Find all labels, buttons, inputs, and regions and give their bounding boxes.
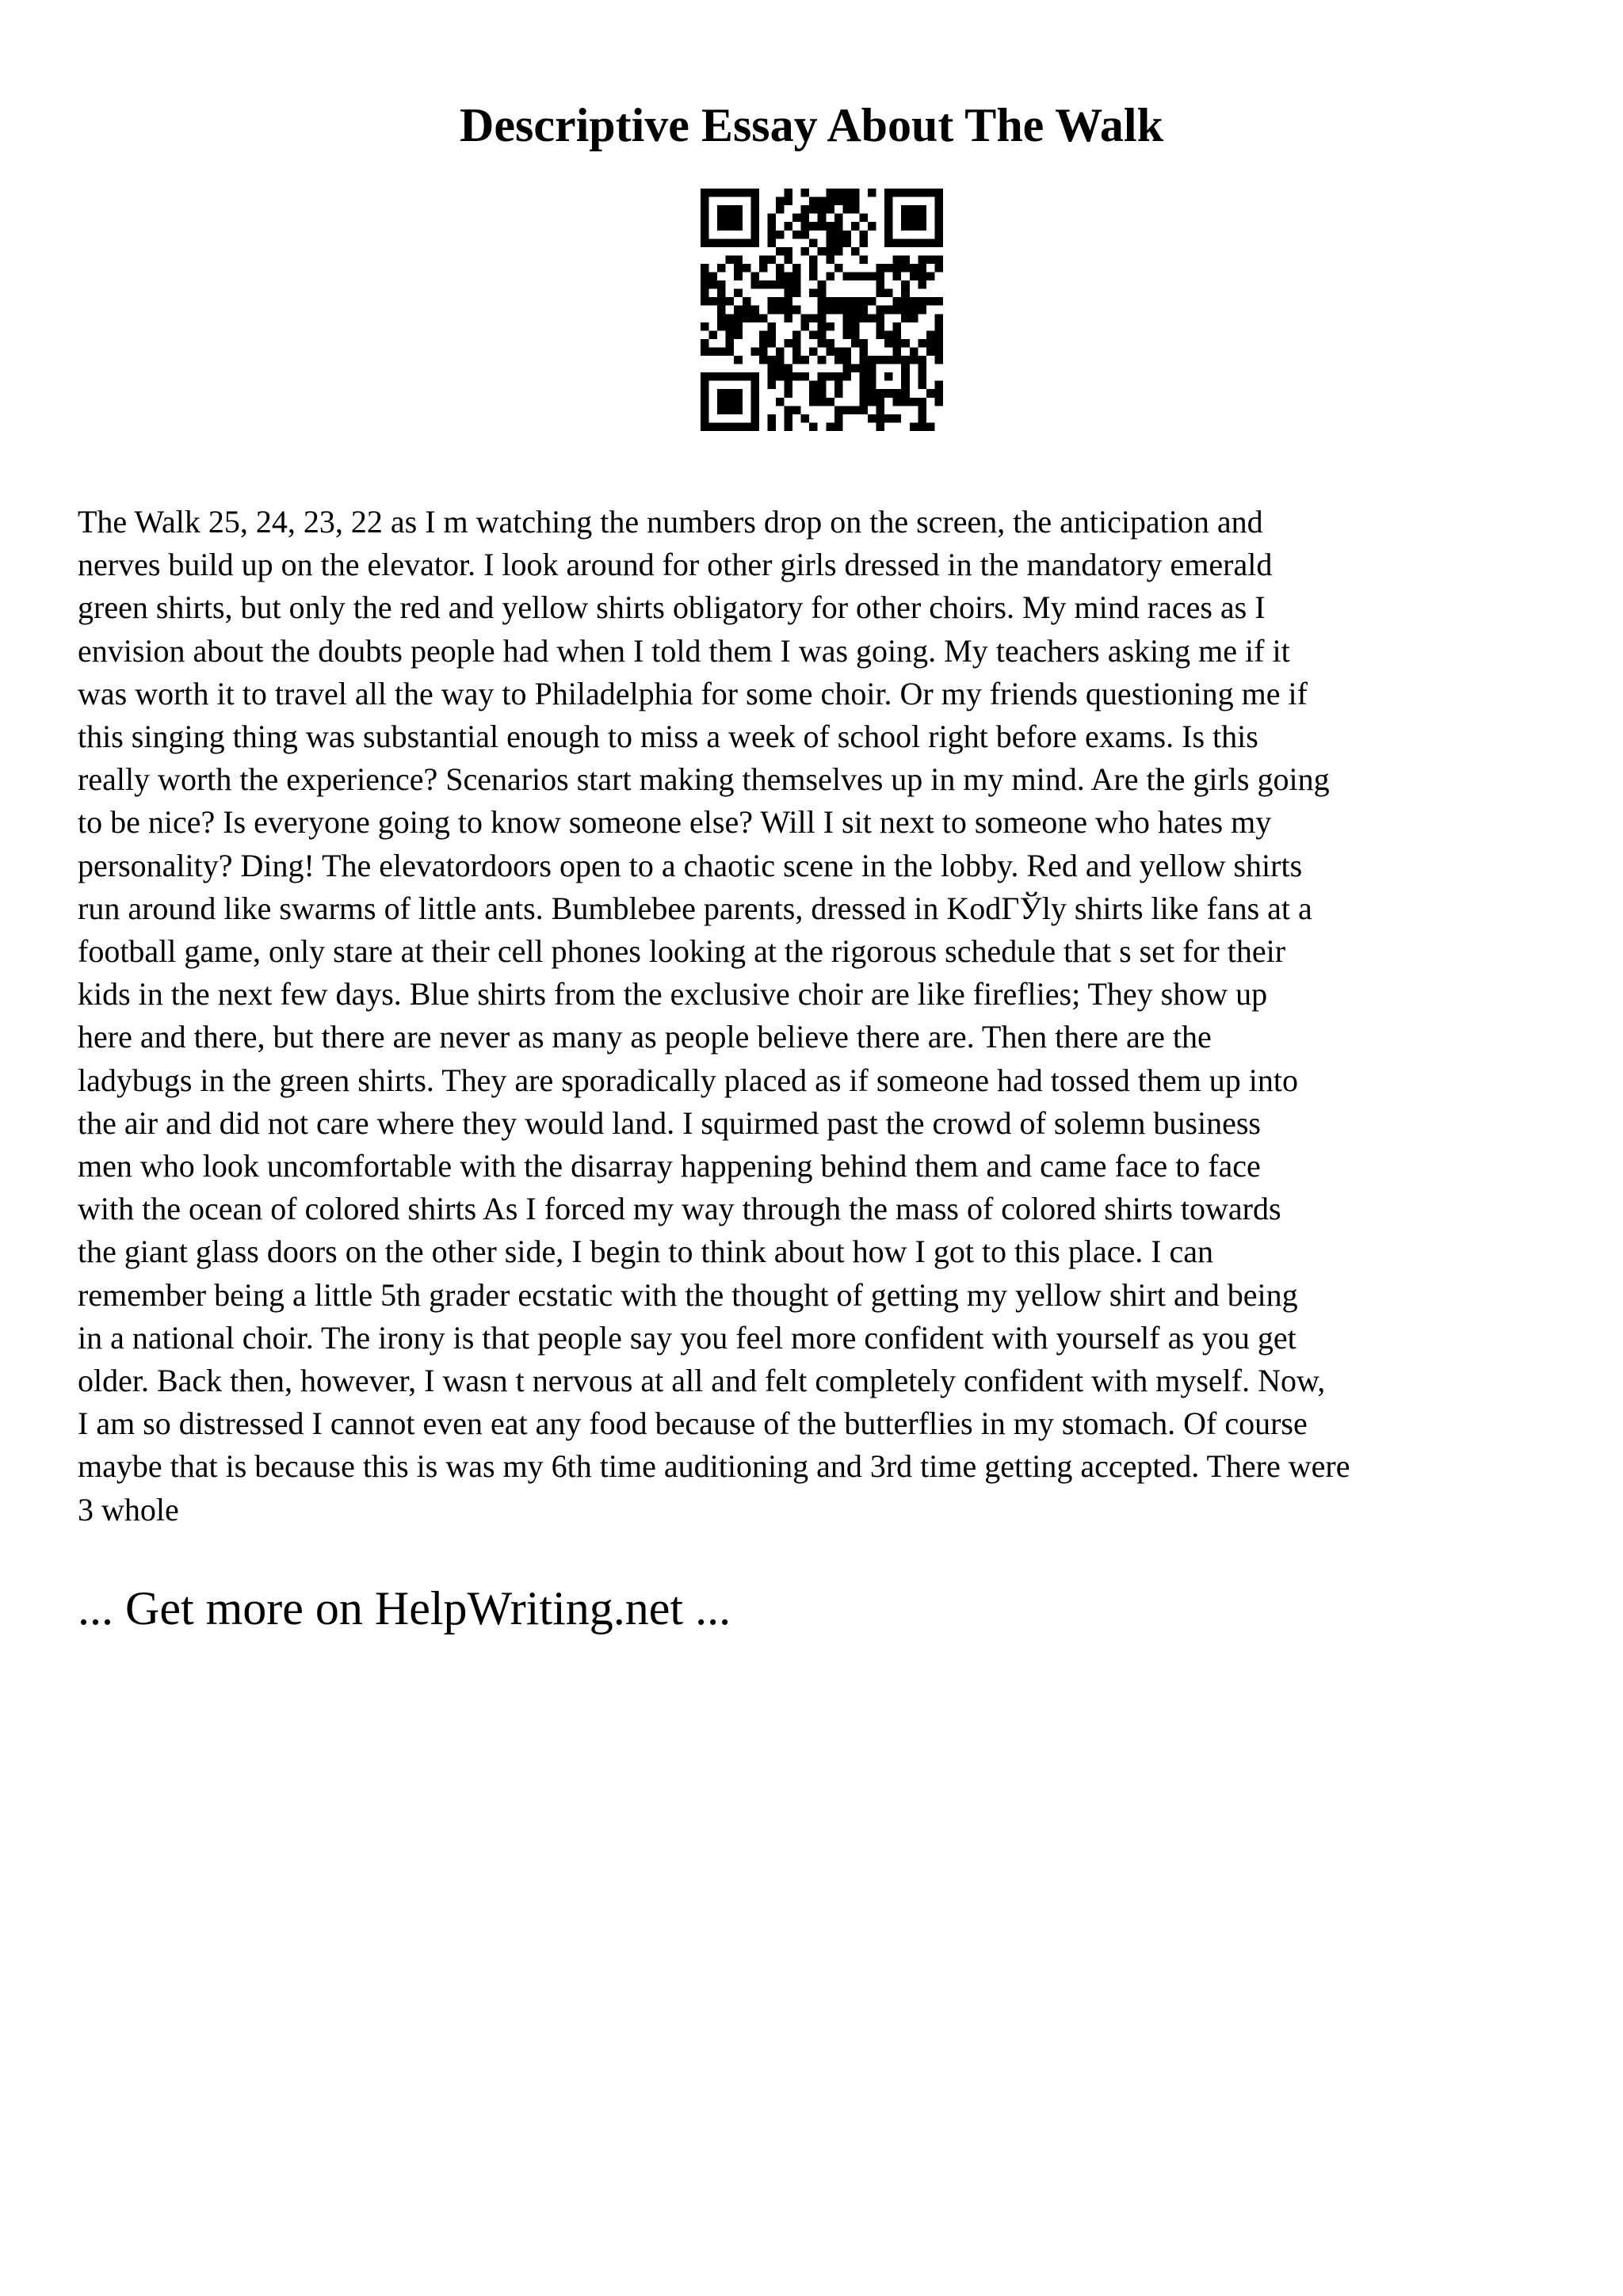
essay-line: the giant glass doors on the other side, I begin to think about how I got to this place. I can — [78, 1234, 1214, 1270]
essay-line: here and there, but there are never as many as people believe there are. Then there are the — [78, 1019, 1212, 1055]
essay-line: I am so distressed I cannot even eat any food because of the butterflies in my stomach. Of course — [78, 1405, 1308, 1442]
essay-line: football game, only stare at their cell phones looking at the rigorous schedule that s set for their — [78, 933, 1286, 970]
essay-line: green shirts, but only the red and yellow shirts obligatory for other choirs. My mind races as I — [78, 589, 1266, 626]
essay-line: ladybugs in the green shirts. They are sporadically placed as if someone had tossed them up into — [78, 1062, 1298, 1098]
get-more-link[interactable]: ... Get more on HelpWriting.net ... — [78, 1582, 731, 1634]
essay-line: 3 whole — [78, 1491, 179, 1527]
essay-line: men who look uncomfortable with the disarray happening behind them and came face to face — [78, 1148, 1261, 1184]
essay-line: remember being a little 5th grader ecstatic with the thought of getting my yellow shirt and being — [78, 1276, 1298, 1313]
essay-line: envision about the doubts people had when I told them I was going. My teachers asking me if it — [78, 632, 1290, 669]
page-title: Descriptive Essay About The Walk — [460, 99, 1163, 151]
essay-line: maybe that is because this is was my 6th time auditioning and 3rd time getting accepted. There were — [78, 1448, 1350, 1485]
essay-line: really worth the experience? Scenarios start making themselves up in my mind. Are the girls going — [78, 761, 1330, 798]
essay-line: the air and did not care where they would land. I squirmed past the crowd of solemn business — [78, 1104, 1261, 1141]
essay-body — [78, 501, 1577, 1531]
essay-line: older. Back then, however, I wasn t nervous at all and felt completely confident with myself. Now, — [78, 1363, 1326, 1399]
essay-line: in a national choir. The irony is that people say you feel more confident with yourself as you get — [78, 1319, 1296, 1356]
essay-line: to be nice? Is everyone going to know someone else? Will I sit next to someone who hates my — [78, 804, 1272, 841]
essay-line: was worth it to travel all the way to Philadelphia for some choir. Or my friends questioning me if — [78, 675, 1308, 711]
essay-line: kids in the next few days. Blue shirts from the exclusive choir are like fireflies; They show up — [78, 976, 1268, 1013]
essay-line: nerves build up on the elevator. I look around for other girls dressed in the mandatory emerald — [78, 547, 1273, 583]
essay-line: The Walk 25, 24, 23, 22 as I m watching the numbers drop on the screen, the anticipation and — [78, 504, 1263, 540]
essay-line: this singing thing was substantial enough to miss a week of school right before exams. Is this — [78, 719, 1258, 755]
qr-code-icon[interactable] — [701, 189, 943, 431]
essay-line: with the ocean of colored shirts As I forced my way through the mass of colored shirts towards — [78, 1191, 1281, 1227]
essay-line: run around like swarms of little ants. Bumblebee parents, dressed in KodГЎly shirts like fans at a — [78, 890, 1312, 926]
essay-line: personality? Ding! The elevatordoors open to a chaotic scene in the lobby. Red and yellow shirts — [78, 847, 1303, 883]
